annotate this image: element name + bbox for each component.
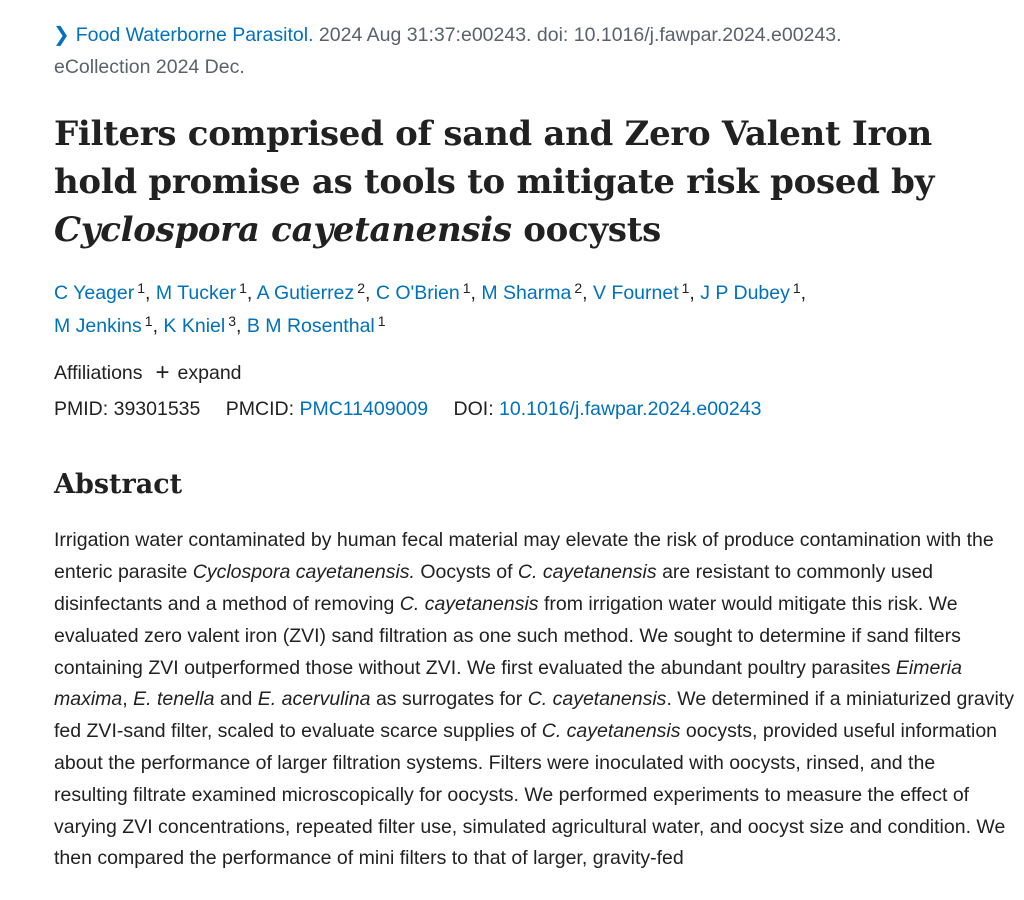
- abstract-text: from irrigation water would mitigate this risk. We evaluated zero valent iron (ZVI) sand filtration as one such method. We sought to determine if sand filters containing ZVI outperformed those without ZVI. We first evaluated the abundant poultry parasites: [54, 593, 961, 679]
- title-text: Filters comprised of sand and Zero Valent Iron hold promise as tools to mitigate risk posed by: [54, 114, 935, 202]
- abstract-body: [54, 525, 1014, 875]
- abstract-text: ,: [122, 688, 134, 711]
- abstract-text: Irrigation water contaminated by human fecal material may elevate the risk of produce contamination with the enteric parasite: [54, 529, 994, 584]
- affiliations-row: [54, 359, 970, 387]
- author-link[interactable]: K Kniel: [163, 314, 226, 337]
- abstract-italic-text: E. tenella: [133, 688, 215, 711]
- title-text-end: oocysts: [511, 210, 661, 250]
- affiliation-number[interactable]: 3: [228, 312, 237, 329]
- abstract-text: and: [214, 688, 258, 711]
- author-link[interactable]: M Tucker: [155, 282, 237, 304]
- abstract-heading: Abstract: [54, 469, 183, 500]
- pmcid-link[interactable]: PMC11409009: [299, 398, 429, 420]
- title-italic: Cyclospora cayetanensis: [54, 210, 512, 250]
- affiliation-number[interactable]: 2: [574, 280, 583, 296]
- chevron-right-icon[interactable]: ❯: [53, 24, 70, 46]
- affiliation-number[interactable]: 1: [377, 312, 386, 329]
- pmid-label: PMID:: [54, 398, 109, 420]
- affiliation-number[interactable]: 1: [137, 280, 146, 296]
- journal-link[interactable]: Food Waterborne Parasitol.: [75, 24, 314, 46]
- affiliations-expand-button[interactable]: [156, 359, 242, 387]
- affiliation-number[interactable]: 1: [792, 280, 801, 296]
- abstract-italic-text: C. cayetanensis: [517, 561, 657, 584]
- author-link[interactable]: M Jenkins: [54, 314, 142, 337]
- author-link[interactable]: A Gutierrez: [256, 282, 355, 304]
- abstract-text: are resistant to commonly used disinfectants and a method of removing: [54, 561, 934, 615]
- abstract-italic-text: Eimeria maxima: [54, 656, 962, 711]
- author-link[interactable]: C O'Brien: [375, 282, 460, 304]
- citation-details: 2024 Aug 31:37:e00243. doi: 10.1016/j.fawpar.2024.e00243.: [318, 24, 842, 46]
- affiliation-number[interactable]: 2: [357, 280, 365, 296]
- author-link[interactable]: C Yeager: [54, 282, 135, 304]
- author-link[interactable]: V Fournet: [592, 282, 679, 304]
- citation-ecollection: eCollection 2024 Dec.: [54, 56, 245, 78]
- affiliations-label: Affiliations: [54, 362, 143, 384]
- abstract-italic-text: C. cayetanensis: [541, 720, 681, 743]
- affiliation-number[interactable]: 1: [239, 280, 247, 296]
- pmcid-label: PMCID:: [225, 398, 295, 420]
- abstract-italic-text: C. cayetanensis: [527, 688, 667, 711]
- abstract-text: Oocysts of: [414, 561, 518, 584]
- plus-icon: +: [155, 359, 170, 386]
- expand-label: expand: [177, 362, 242, 384]
- abstract-text: as surrogates for: [370, 688, 528, 711]
- affiliation-number[interactable]: 1: [681, 280, 690, 296]
- abstract-paragraph: [54, 525, 1014, 875]
- author-link[interactable]: B M Rosenthal: [246, 314, 375, 337]
- abstract-text: . We determined if a miniaturized gravity fed ZVI-sand filter, scaled to evaluate scarce supplies of: [54, 688, 1014, 743]
- abstract-text: oocysts, provided useful information about the performance of larger filtration systems. Filters were inoculated with oocysts, rinsed, and the resulting filtrate examined microscopically for oocysts. We performed experiments to measure the effect of varying ZVI concentrations, repeated filter use, simulated agricultural water, and oocyst size and condition. We then compared the performance of mini filters to that of larger, gravity-fed: [54, 720, 1006, 870]
- author-link[interactable]: M Sharma: [481, 282, 572, 304]
- doi-link[interactable]: 10.1016/j.fawpar.2024.e00243: [499, 398, 762, 420]
- author-list: C Yeager $^1$, M Tucker $^1$, A Gutierrez $^2$, C O'Brien $^1$, M Sharma $^2$, V Fournet $^1$, J P Dubey $^1$, M Jenkins $^1$, K Kniel $^3$, B M Rosenthal $^1$: [54, 280, 807, 337]
- identifiers-row: [54, 395, 970, 423]
- author-link[interactable]: J P Dubey: [700, 282, 790, 304]
- citation: [54, 0, 970, 83]
- affiliation-number[interactable]: 1: [144, 312, 153, 329]
- affiliation-number[interactable]: 1: [462, 280, 471, 296]
- doi-label: DOI:: [453, 398, 494, 420]
- abstract-italic-text: C. cayetanensis: [399, 593, 539, 615]
- article-title: [54, 110, 970, 254]
- pmid-value: 39301535: [113, 398, 201, 420]
- abstract-italic-text: E. acervulina: [257, 688, 371, 711]
- abstract-italic-text: Cyclospora cayetanensis.: [192, 561, 415, 584]
